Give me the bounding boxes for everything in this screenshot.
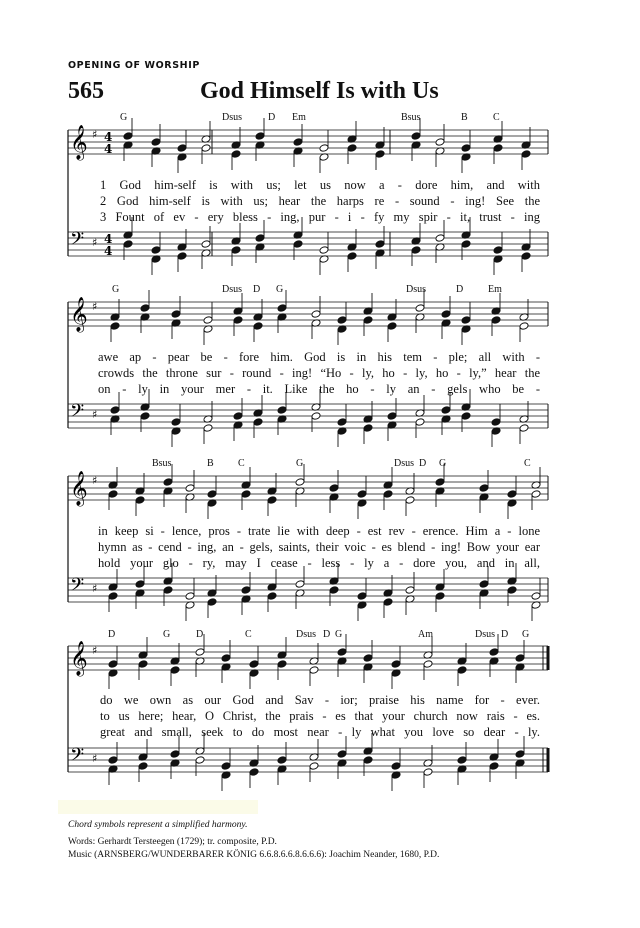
note-head xyxy=(277,304,287,313)
note-head xyxy=(108,660,118,669)
note-head xyxy=(311,310,321,319)
note-head xyxy=(415,304,425,313)
note-head xyxy=(108,490,118,499)
chord-symbol: D xyxy=(501,629,509,640)
note-head xyxy=(135,580,145,589)
note-head xyxy=(519,322,529,331)
time-signature-bottom: 4 xyxy=(104,244,113,258)
note-head xyxy=(267,592,277,601)
bass-clef-icon: 𝄢 xyxy=(70,401,85,426)
note-head xyxy=(347,144,357,153)
note-head xyxy=(347,252,357,261)
note-head xyxy=(177,252,187,261)
note-head xyxy=(295,478,305,487)
note-head xyxy=(135,496,145,505)
note-head xyxy=(293,138,303,147)
note-head xyxy=(231,150,241,159)
sharp-icon: ♯ xyxy=(92,236,98,249)
chord-symbol: D xyxy=(108,629,116,640)
note-head xyxy=(441,310,451,319)
note-head xyxy=(435,478,445,487)
note-head xyxy=(363,316,373,325)
lyric-line: great and small, seek to do most near - ly what you love so dear - ly. xyxy=(100,725,540,739)
sharp-icon: ♯ xyxy=(92,752,98,765)
note-head xyxy=(491,316,501,325)
note-head xyxy=(163,478,173,487)
treble-clef-icon: 𝄞 xyxy=(70,297,88,332)
note-head xyxy=(170,750,180,759)
note-head xyxy=(277,406,287,415)
note-head xyxy=(277,660,287,669)
note-head xyxy=(531,490,541,499)
section-header: OPENING OF WORSHIP xyxy=(68,60,200,71)
chord-symbol: G xyxy=(296,458,304,469)
note-head xyxy=(387,322,397,331)
hymn-title: God Himself Is with Us xyxy=(200,78,439,104)
chord-symbol: Dsus xyxy=(222,112,243,123)
chord-symbol: B xyxy=(461,112,468,123)
note-head xyxy=(441,406,451,415)
bass-clef-icon: 𝄢 xyxy=(70,575,85,600)
note-head xyxy=(253,418,263,427)
note-head xyxy=(249,768,259,777)
note-head xyxy=(255,132,265,141)
chord-symbol: Bsus xyxy=(401,112,421,123)
chord-symbol: Em xyxy=(292,112,306,123)
note-head xyxy=(337,648,347,657)
chord-symbol: C xyxy=(238,458,245,469)
note-head xyxy=(479,580,489,589)
note-head xyxy=(185,592,195,601)
note-head xyxy=(457,666,467,675)
note-head xyxy=(221,654,231,663)
note-head xyxy=(293,240,303,249)
note-head xyxy=(233,412,243,421)
note-head xyxy=(185,484,195,493)
note-head xyxy=(171,418,181,427)
note-head xyxy=(415,418,425,427)
note-head xyxy=(479,484,489,493)
chord-symbol: G xyxy=(276,284,284,295)
note-head xyxy=(267,496,277,505)
lyric-line: 1 God him-self is with us; let us now a - dore him, and with xyxy=(100,178,540,192)
note-head xyxy=(391,762,401,771)
note-head xyxy=(391,660,401,669)
lyric-line: 2 God him-self is with us; hear the harps re - sound - ing! See the xyxy=(100,194,540,208)
chord-symbol: D xyxy=(456,284,464,295)
note-head xyxy=(457,756,467,765)
note-head xyxy=(295,580,305,589)
note-head xyxy=(255,234,265,243)
note-head xyxy=(203,316,213,325)
note-head xyxy=(375,150,385,159)
note-head xyxy=(387,412,397,421)
chord-symbol: D xyxy=(268,112,276,123)
note-head xyxy=(521,150,531,159)
note-head xyxy=(383,490,393,499)
chord-symbol: G xyxy=(120,112,128,123)
music-credit: Music (ARNSBERG/WUNDERBARER KÖNIG 6.6.8.6.6.8.6.6.6): Joachim Neander, 1680, P.D. xyxy=(68,850,440,860)
note-head xyxy=(138,660,148,669)
note-head xyxy=(207,490,217,499)
lyric-line: to us here; hear, O Christ, the prais - es that your church now rais - es. xyxy=(100,709,540,723)
note-head xyxy=(171,310,181,319)
note-head xyxy=(108,592,118,601)
note-head xyxy=(521,252,531,261)
note-head xyxy=(253,322,263,331)
sharp-icon: ♯ xyxy=(92,474,98,487)
note-head xyxy=(411,132,421,141)
note-head xyxy=(163,586,173,595)
note-head xyxy=(363,424,373,433)
note-head xyxy=(311,412,321,421)
note-head xyxy=(363,756,373,765)
note-head xyxy=(201,240,211,249)
chord-symbol: Dsus xyxy=(475,629,496,640)
time-signature-top: 4 xyxy=(104,130,113,144)
lyric-line: awe ap - pear be - fore him. God is in his tem - ple; all with - xyxy=(98,350,540,364)
chord-symbol: C xyxy=(245,629,252,640)
time-signature-top: 4 xyxy=(104,232,113,246)
sharp-icon: ♯ xyxy=(92,128,98,141)
note-head xyxy=(531,592,541,601)
note-head xyxy=(170,666,180,675)
chord-symbol: Em xyxy=(488,284,502,295)
note-head xyxy=(249,660,259,669)
note-head xyxy=(140,304,150,313)
note-head xyxy=(337,750,347,759)
note-head xyxy=(195,756,205,765)
note-head xyxy=(405,586,415,595)
note-head xyxy=(435,138,445,147)
hymn-number: 565 xyxy=(68,78,104,104)
chord-symbol: Dsus xyxy=(222,284,243,295)
note-head xyxy=(110,406,120,415)
time-signature-bottom: 4 xyxy=(104,142,113,156)
lyric-line: hold your glo - ry, may I cease - less - ly a - dore you, and in all, xyxy=(98,556,540,570)
chord-symbol: D xyxy=(323,629,331,640)
note-head xyxy=(493,246,503,255)
note-head xyxy=(110,322,120,331)
note-head xyxy=(241,490,251,499)
chord-symbol: Dsus xyxy=(406,284,427,295)
note-head xyxy=(423,660,433,669)
chord-symbol: D xyxy=(196,629,204,640)
note-head xyxy=(357,592,367,601)
words-credit: Words: Gerhardt Tersteegen (1729); tr. composite, P.D. xyxy=(68,837,277,847)
treble-clef-icon: 𝄞 xyxy=(70,471,88,506)
note-head xyxy=(519,424,529,433)
chord-symbol: Dsus xyxy=(394,458,415,469)
note-head xyxy=(221,762,231,771)
chord-symbol: G xyxy=(522,629,530,640)
chord-symbol: Am xyxy=(418,629,433,640)
note-head xyxy=(151,138,161,147)
lyric-line: crowds the throne sur - round - ing! “Ho - ly, ho - ly, ho - ly,” hear the xyxy=(98,366,540,380)
note-head xyxy=(489,762,499,771)
note-head xyxy=(489,648,499,657)
lyric-line: do we own as our God and Sav - ior; praise his name for - ever. xyxy=(100,693,540,707)
lyric-line: hymn as - cend - ing, an - gels, saints, their voic - es blend - ing! Bow your ear xyxy=(98,540,540,554)
note-head xyxy=(435,234,445,243)
note-head xyxy=(337,418,347,427)
note-head xyxy=(383,598,393,607)
note-head xyxy=(123,132,133,141)
note-head xyxy=(461,144,471,153)
harmony-note: Chord symbols represent a simplified harmony. xyxy=(68,820,248,830)
note-head xyxy=(515,750,525,759)
note-head xyxy=(140,412,150,421)
chord-symbol: G xyxy=(335,629,343,640)
chord-symbol: B xyxy=(207,458,214,469)
note-head xyxy=(201,144,211,153)
chord-symbol: G xyxy=(112,284,120,295)
note-head xyxy=(329,586,339,595)
note-head xyxy=(423,768,433,777)
note-head xyxy=(241,586,251,595)
note-head xyxy=(138,762,148,771)
lyric-line: on - ly in your mer - it. Like the ho - ly an - gels who be - xyxy=(98,382,540,396)
note-head xyxy=(309,762,319,771)
note-head xyxy=(515,654,525,663)
chord-symbol: Bsus xyxy=(152,458,172,469)
note-head xyxy=(435,592,445,601)
note-head xyxy=(411,246,421,255)
note-head xyxy=(207,598,217,607)
note-head xyxy=(233,316,243,325)
chord-symbol: G xyxy=(163,629,171,640)
note-head xyxy=(177,144,187,153)
note-head xyxy=(309,666,319,675)
note-head xyxy=(493,144,503,153)
note-head xyxy=(319,246,329,255)
chord-symbol: C xyxy=(524,458,531,469)
note-head xyxy=(461,316,471,325)
treble-clef-icon: 𝄞 xyxy=(70,641,88,676)
note-head xyxy=(195,648,205,657)
note-head xyxy=(151,246,161,255)
note-head xyxy=(319,144,329,153)
bass-clef-icon: 𝄢 xyxy=(70,745,85,770)
note-head xyxy=(123,240,133,249)
note-head xyxy=(461,240,471,249)
note-head xyxy=(108,756,118,765)
note-head xyxy=(231,246,241,255)
sharp-icon: ♯ xyxy=(92,300,98,313)
note-head xyxy=(507,490,517,499)
note-head xyxy=(405,496,415,505)
chord-symbol: D xyxy=(419,458,427,469)
note-head xyxy=(337,316,347,325)
note-head xyxy=(277,756,287,765)
note-head xyxy=(329,484,339,493)
chord-symbol: C xyxy=(493,112,500,123)
note-head xyxy=(461,412,471,421)
treble-clef-icon: 𝄞 xyxy=(70,125,88,160)
chord-symbol: D xyxy=(253,284,261,295)
note-head xyxy=(507,586,517,595)
sharp-icon: ♯ xyxy=(92,644,98,657)
note-head xyxy=(375,240,385,249)
chord-symbol: Dsus xyxy=(296,629,317,640)
chord-symbol: G xyxy=(439,458,447,469)
lyric-line: in keep si - lence, pros - trate lie with deep - est rev - erence. Him a - lone xyxy=(98,524,540,538)
note-head xyxy=(363,654,373,663)
lyric-line: 3 Fount of ev - ery bless - ing, pur - i - fy my spir - it, trust - ing xyxy=(100,210,540,224)
sharp-icon: ♯ xyxy=(92,582,98,595)
note-head xyxy=(357,490,367,499)
note-head xyxy=(203,424,213,433)
sharp-icon: ♯ xyxy=(92,408,98,421)
note-head xyxy=(491,418,501,427)
bass-clef-icon: 𝄢 xyxy=(70,229,85,254)
